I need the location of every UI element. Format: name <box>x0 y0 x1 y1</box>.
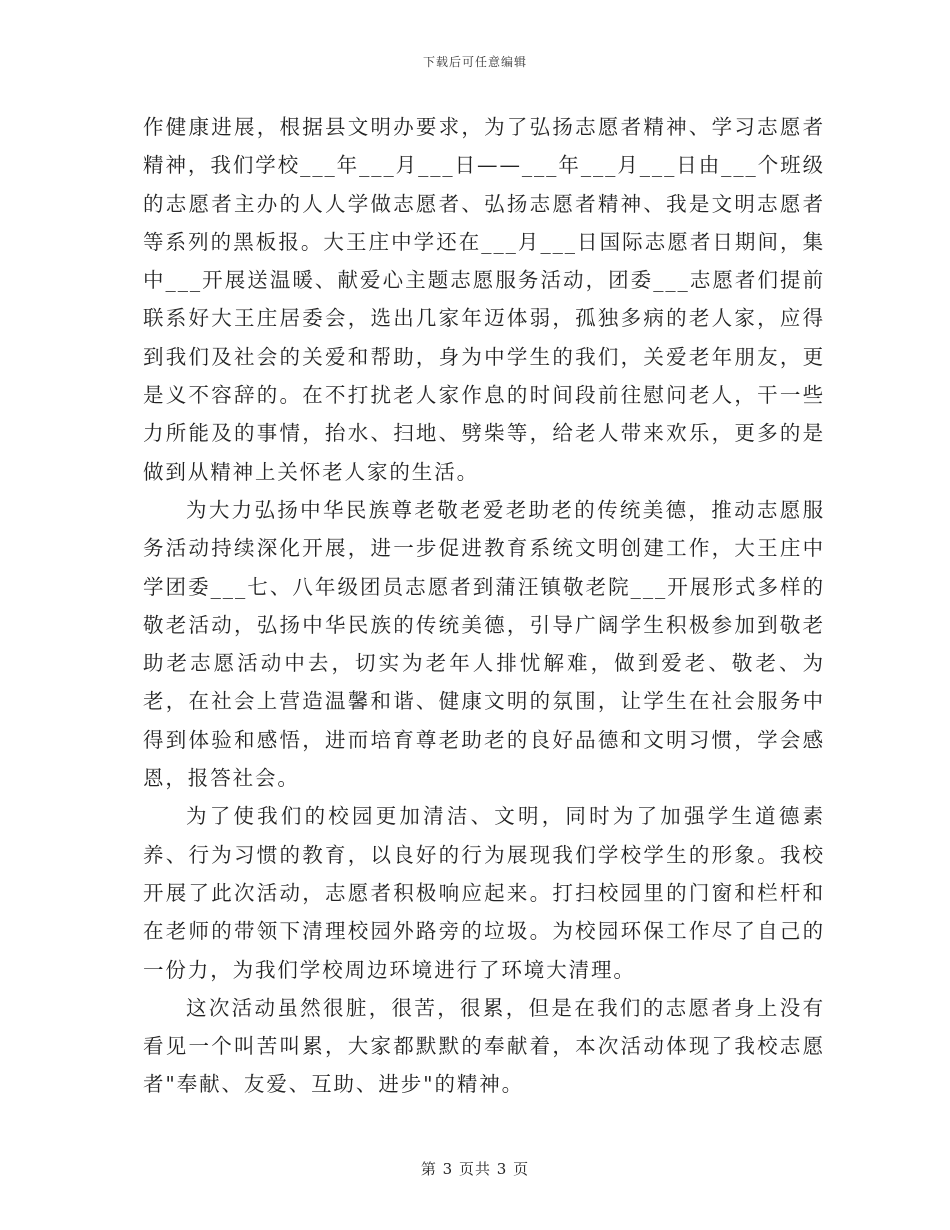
paragraph-2: 为大力弘扬中华民族尊老敬老爱老助老的传统美德，推动志愿服务活动持续深化开展，进一步促进教育系统文明创建工作，大王庄中学团委___七、八年级团员志愿者到蒲汪镇敬老院___开展形式多样的敬老活动，弘扬中华民族的传统美德，引导广阔学生积极参加到敬老助老志愿活动中去，切实为老年人排忧解难，做到爱老、敬老、为老，在社会上营造温馨和谐、健康文明的氛围，让学生在社会服务中得到体验和感悟，进而培育尊老助老的良好品德和文明习惯，学会感恩，报答社会。 <box>143 497 825 791</box>
paragraph-3: 为了使我们的校园更加清洁、文明，同时为了加强学生道德素养、行为习惯的教育，以良好的行为展现我们学校学生的形象。我校开展了此次活动，志愿者积极响应起来。打扫校园里的门窗和栏杆和在老师的带领下清理校园外路旁的垃圾。为校园环保工作尽了自己的一份力，为我们学校周边环境进行了环境大清理。 <box>143 804 825 982</box>
page-footer: 第 3 页共 3 页 <box>420 1160 530 1178</box>
paragraph-4: 这次活动虽然很脏，很苦，很累，但是在我们的志愿者身上没有看见一个叫苦叫累，大家都默默的奉献着，本次活动体现了我校志愿者"奉献、友爱、互助、进步"的精神。 <box>143 995 825 1097</box>
document-body <box>143 108 825 1104</box>
page-header: 下载后可任意编辑 <box>422 55 527 69</box>
paragraph-1: 作健康进展，根据县文明办要求，为了弘扬志愿者精神、学习志愿者精神，我们学校___年___月___日——___年___月___日由___个班级的志愿者主办的人人学做志愿者、弘扬志愿者精神、我是文明志愿者等系列的黑板报。大王庄中学还在___月___日国际志愿者日期间，集中___开展送温暖、献爱心主题志愿服务活动，团委___志愿者们提前联系好大王庄居委会，选出几家年迈体弱，孤独多病的老人家，应得到我们及社会的关爱和帮助，身为中学生的我们，关爱老年朋友，更是义不容辞的。在不打扰老人家作息的时间段前往慰问老人，干一些力所能及的事情，抬水、扫地、劈柴等，给老人带来欢乐，更多的是做到从精神上关怀老人家的生活。 <box>143 115 825 484</box>
